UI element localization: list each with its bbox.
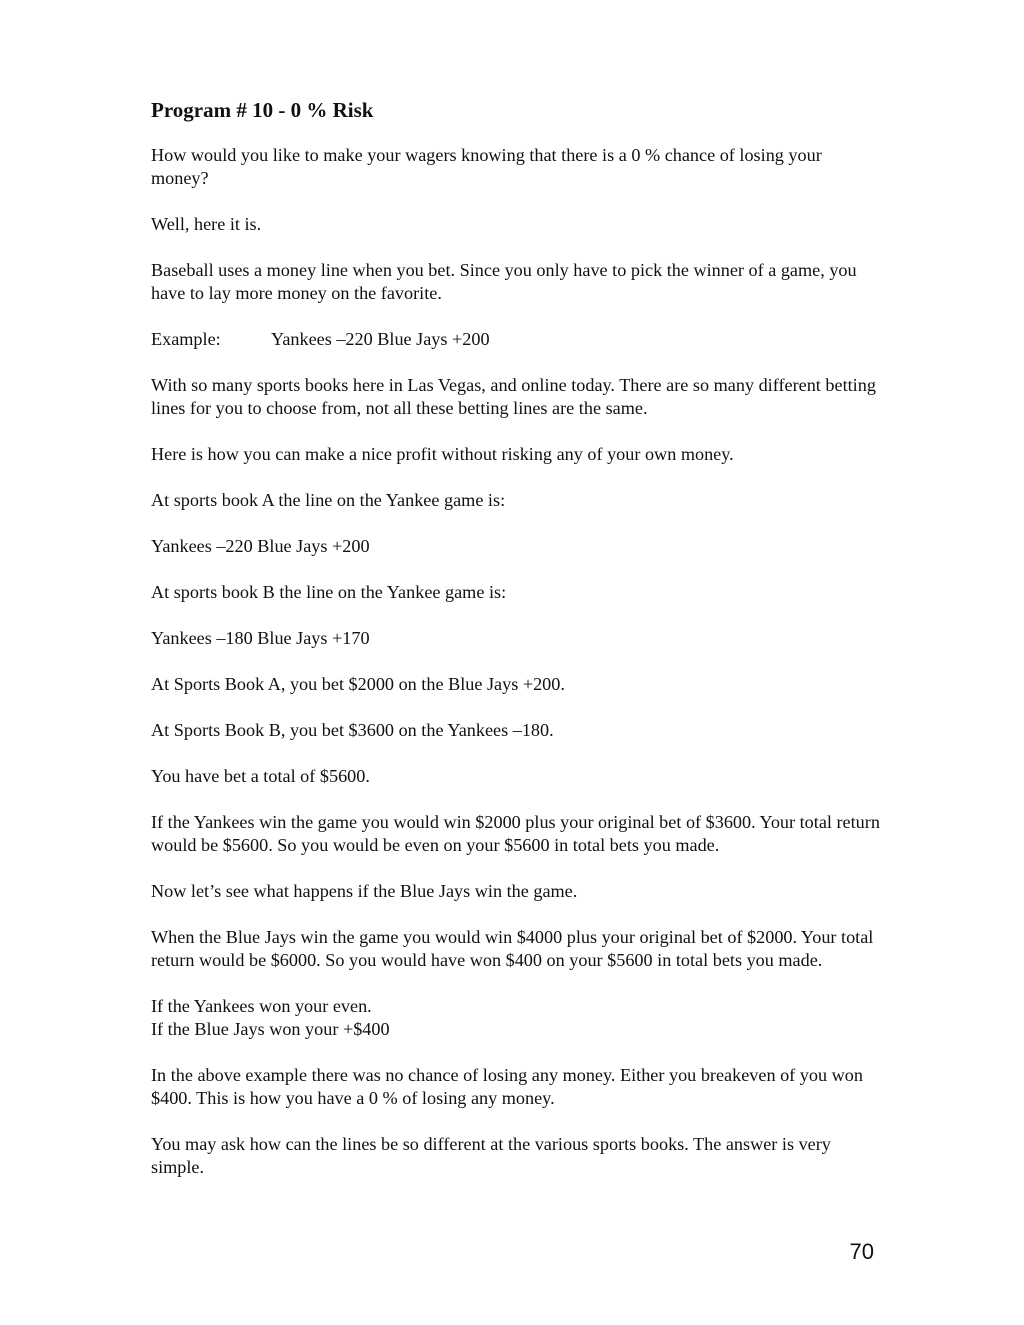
page-number: 70: [849, 1239, 874, 1264]
paragraph-blue-jays-question: Now let’s see what happens if the Blue Jays win the game.: [151, 881, 578, 901]
example-label: Example:: [151, 329, 221, 349]
paragraph-book-a-odds: Yankees –220 Blue Jays +200: [151, 536, 370, 556]
paragraph-book-a-line: At sports book A the line on the Yankee game is:: [151, 490, 506, 510]
paragraph-blue-jays-win: When the Blue Jays win the game you would win $4000 plus your original bet of $2000. Your total return would be $6000. So you would have won $400 on your $5600 in total bets you made.: [151, 927, 874, 970]
paragraph-why-different: You may ask how can the lines be so different at the various sports books. The answer is very simple.: [151, 1134, 831, 1177]
paragraph-no-chance: In the above example there was no chance of losing any money. Either you breakeven of you won $400. This is how you have a 0 % of losing any money.: [151, 1065, 863, 1108]
page-title: Program # 10 - 0 % Risk: [151, 98, 374, 122]
paragraph-bet-b: At Sports Book B, you bet $3600 on the Yankees –180.: [151, 720, 554, 740]
paragraph-baseball-money-line: Baseball uses a money line when you bet. Since you only have to pick the winner of a game, you have to lay more money on the favorite.: [151, 260, 857, 303]
paragraph-total-bet: You have bet a total of $5600.: [151, 766, 370, 786]
paragraph-profit: Here is how you can make a nice profit without risking any of your own money.: [151, 444, 734, 464]
paragraph-yankees-win: If the Yankees win the game you would win $2000 plus your original bet of $3600. Your total return would be $5600. So you would be even on your $5600 in total bets you made.: [151, 812, 880, 855]
paragraph-sports-books: With so many sports books here in Las Vegas, and online today. There are so many different betting lines for you to choose from, not all these betting lines are the same.: [151, 375, 876, 418]
outcome-blue-jays: If the Blue Jays won your +$400: [151, 1019, 390, 1039]
paragraph-example: [151, 328, 881, 351]
document-page: [151, 96, 881, 1202]
paragraph-outcomes: [151, 995, 881, 1041]
paragraph-here-it-is: Well, here it is.: [151, 214, 262, 234]
paragraph-book-b-odds: Yankees –180 Blue Jays +170: [151, 628, 370, 648]
paragraph-book-b-line: At sports book B the line on the Yankee game is:: [151, 582, 507, 602]
outcome-yankees: If the Yankees won your even.: [151, 996, 372, 1016]
paragraph-intro: How would you like to make your wagers knowing that there is a 0 % chance of losing your money?: [151, 145, 822, 188]
paragraph-bet-a: At Sports Book A, you bet $2000 on the Blue Jays +200.: [151, 674, 565, 694]
example-value: Yankees –220 Blue Jays +200: [271, 329, 490, 349]
